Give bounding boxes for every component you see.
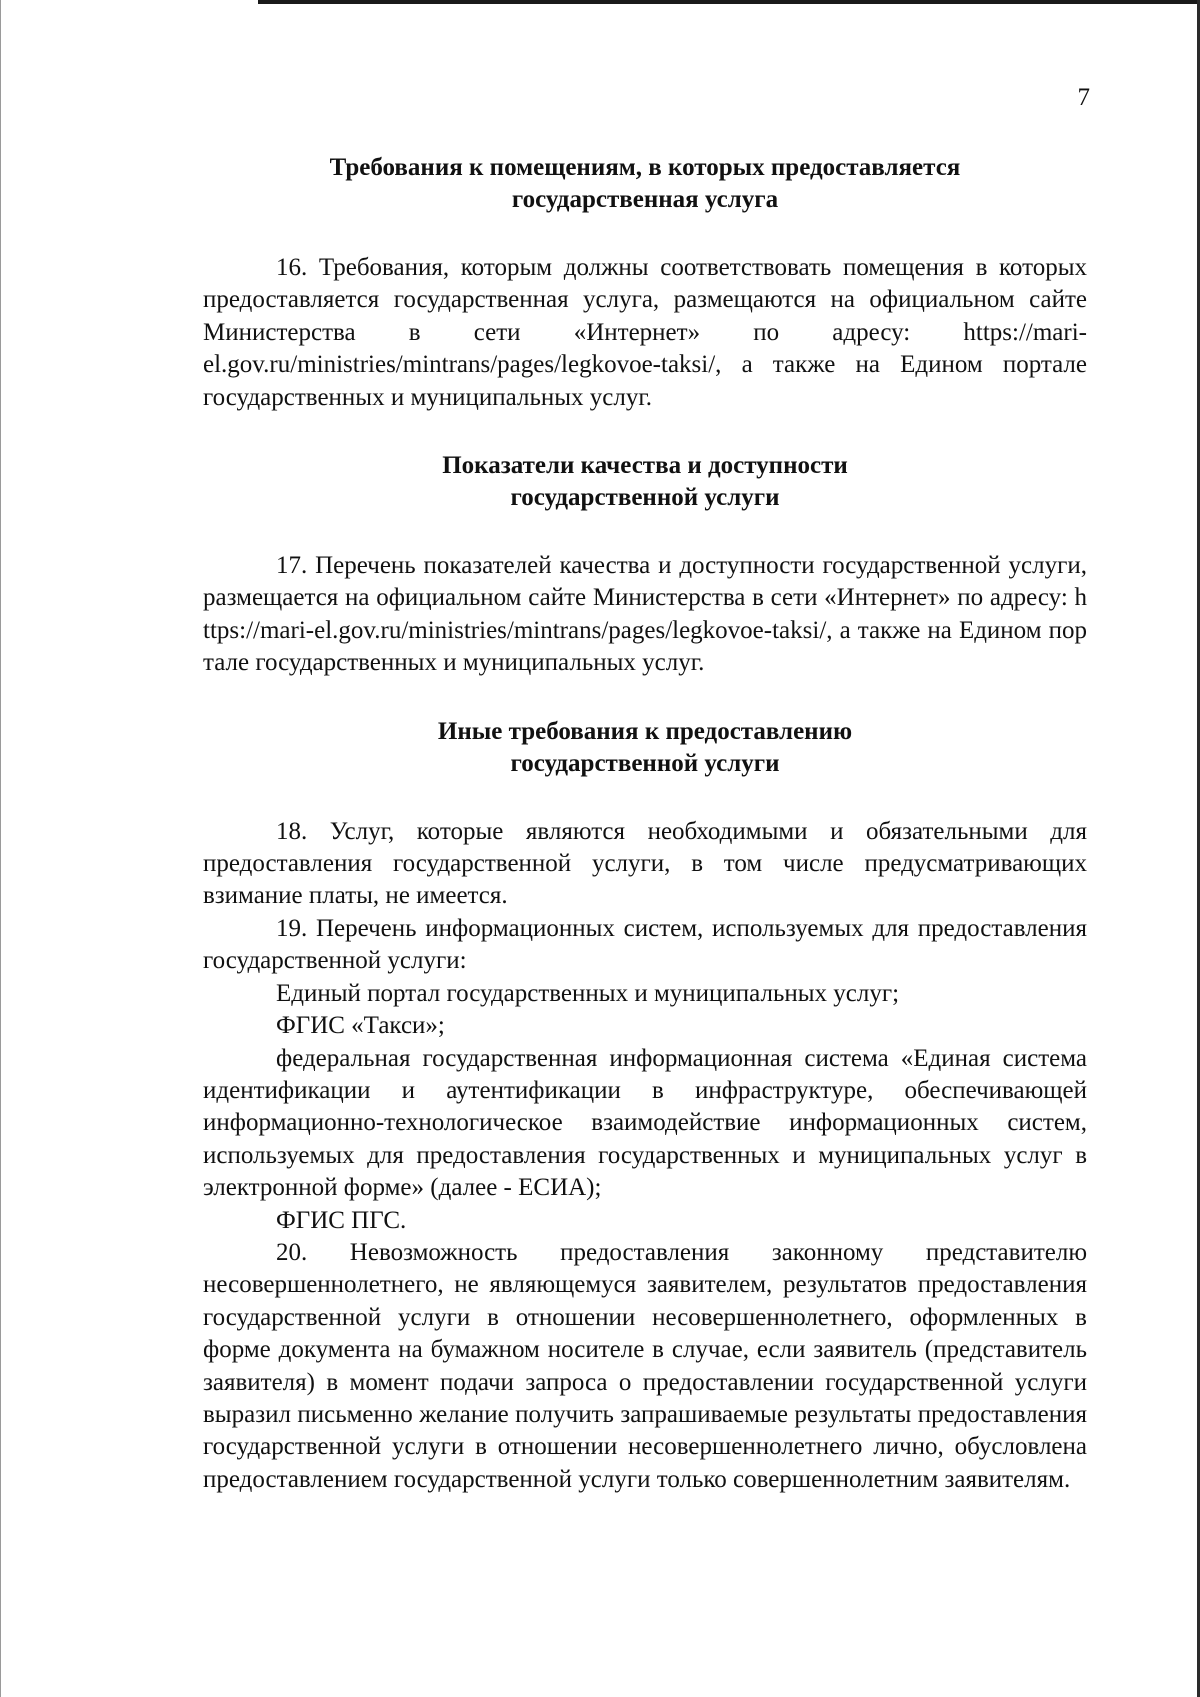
section-heading-premises: [203, 152, 1087, 216]
list-item-fgis-taxi: ФГИС «Такси»;: [276, 1012, 445, 1040]
list-item-fgis-pgs: ФГИС ПГС.: [276, 1206, 407, 1234]
heading-line: Показатели качества и доступности: [442, 452, 848, 480]
heading-line: Требования к помещениям, в которых предоставляется: [329, 154, 961, 181]
paragraph-19: 19. Перечень информационных систем, используемых для предоставления государственной услуги:: [203, 914, 1087, 975]
paragraph-20: 20. Невозможность предоставления законному представителю несовершеннолетнего, не являющемуся заявителем, результатов предоставления государственной услуги в отношении несовершеннолетнего, оформленных в форме документа на бумажном носителе в случае, если заявитель (представитель заявителя) в момент подачи запроса о предоставлении государственной услуги выразил письменно желание получить запрашиваемые результаты предоставления государственной услуги в отношении несовершеннолетнего лично, обусловлена предоставлением государственной услуги только совершеннолетним заявителям.: [203, 1238, 1087, 1493]
heading-line: государственная услуга: [511, 186, 779, 213]
paragraph-18: 18. Услуг, которые являются необходимыми и обязательными для предоставления государственной услуги, в том числе предусматривающих взимание платы, не имеется.: [203, 817, 1087, 910]
scan-edge-top: [258, 0, 1200, 4]
section-heading-other-requirements: [203, 716, 1087, 780]
heading-line: государственной услуги: [510, 484, 780, 512]
scan-edge-left: [0, 0, 1, 1697]
document-body: [203, 152, 1087, 1496]
heading-line: государственной услуги: [510, 749, 780, 777]
paragraph-16: 16. Требования, которым должны соответствовать помещения в которых предоставляется государственная услуга, размещаются на официальном сайте Министерства в сети «Интернет» по адресу: https://mari-el.gov.ru/ministries/mintrans/pages/legkovoe-taksi/, а также на Едином портале государственных и муниципальных услуг.: [203, 254, 1087, 411]
page-number: 7: [1077, 84, 1090, 111]
heading-line: Иные требования к предоставлению: [437, 717, 853, 745]
list-item-epgu: Единый портал государственных и муниципальных услуг;: [276, 979, 900, 1007]
paragraph-17: 17. Перечень показателей качества и доступности государственной услуги, размещается на официальном сайте Министерства в сети «Интернет» по адресу: https://mari-el.gov.ru/ministries/mintrans/pages/legkovoe-taksi/, а также на Едином портале государственных и муниципальных услуг.: [203, 552, 1087, 677]
list-item-esia: федеральная государственная информационная система «Единая система идентификации и аутентификации в инфраструктуре, обеспечивающей информационно-технологическое взаимодействие информационных систем, используемых для предоставления государственных и муниципальных услуг в электронной форме» (далее - ЕСИА);: [203, 1044, 1087, 1202]
section-heading-quality: [203, 450, 1087, 514]
